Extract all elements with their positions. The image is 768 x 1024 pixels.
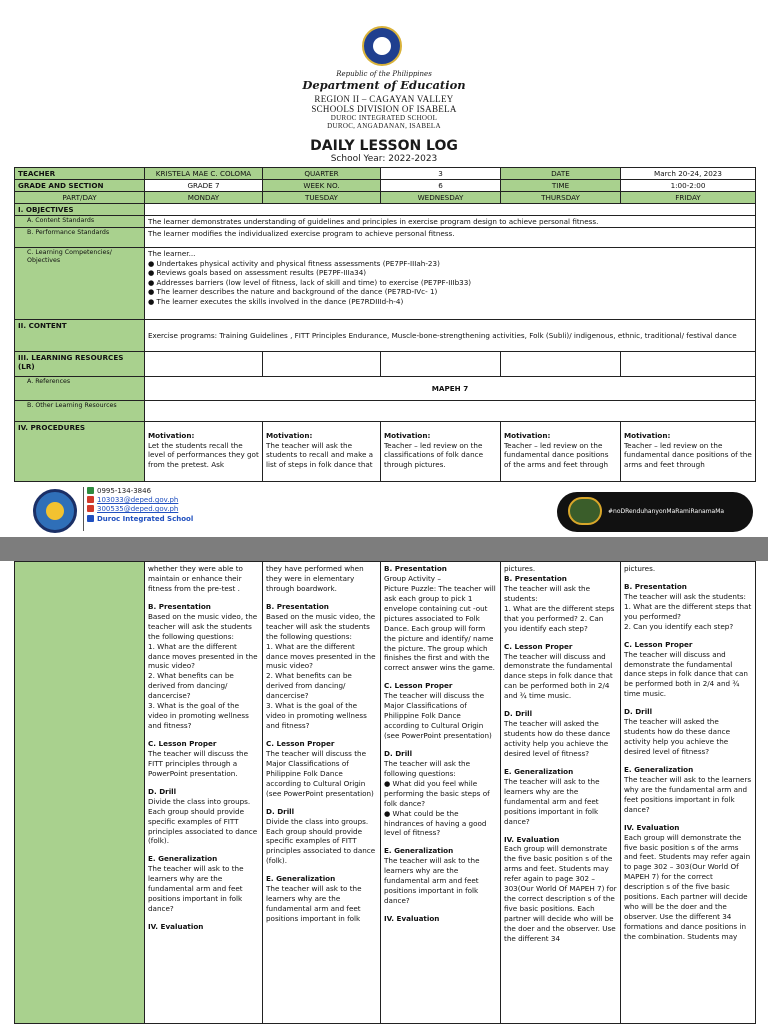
competency-item: ● Undertakes physical activity and physical fitness assessments (PE7PF-IIIah-23) <box>148 258 440 268</box>
resources-thursday <box>501 352 621 377</box>
section-text: Based on the music video, the teacher will ask the students the following questions: <box>148 611 258 641</box>
section-text: 1. What are the different steps that you performed? <box>624 601 752 621</box>
document-title: DAILY LESSON LOG <box>310 138 458 154</box>
section-heading: B. Presentation <box>384 564 447 573</box>
motivation-text: The teacher will ask the students to recall and make a list of steps in folk dance that <box>266 440 374 469</box>
performance-standards-label: B. Performance Standards <box>15 228 145 248</box>
section-text: The teacher will ask the students: <box>624 591 746 601</box>
week-label: WEEK NO. <box>263 180 381 192</box>
section-heading: B. Presentation <box>266 601 329 611</box>
section-heading: D. Drill <box>384 748 413 758</box>
competencies-label: C. Learning Competencies/ Objectives <box>15 248 145 320</box>
time-label: TIME <box>501 180 621 192</box>
section-text: Group Activity – <box>384 573 441 583</box>
procedures-label: IV. PROCEDURES <box>15 422 145 482</box>
section-text: ● What did you feel while performing the basic steps of folk dance? <box>384 778 490 808</box>
section-text: ● What could be the hindrances of having a good level of fitness? <box>384 808 487 838</box>
section-text: 3. What is the goal of the video in promoting wellness and fitness? <box>148 701 249 731</box>
other-resources-blank <box>145 401 756 422</box>
school-logo <box>33 489 77 533</box>
resources-friday <box>621 352 756 377</box>
section-heading: IV. Evaluation <box>504 834 560 844</box>
section-text: The teacher will ask to the learners why are the fundamental arm and feet positions important in folk dance? <box>504 776 600 826</box>
day-thursday: THURSDAY <box>501 192 621 204</box>
section-text: 3. What is the goal of the video in promoting wellness and fitness? <box>266 701 367 731</box>
section-heading: IV. Evaluation <box>624 822 680 832</box>
section-heading: D. Drill <box>266 806 295 816</box>
section-text: The teacher will ask to the learners why are the fundamental arm and feet positions important in folk dance? <box>384 856 480 906</box>
teacher-name: KRISTELA MAE C. COLOMA <box>145 168 263 180</box>
section-text: 1. What are the different dance moves presented in the music video? <box>148 641 258 671</box>
section-text: Based on the music video, the teacher will ask the students the following questions: <box>266 611 376 641</box>
mail-icon <box>87 496 94 503</box>
procedure-thursday <box>501 422 621 482</box>
section-heading: C. Lesson Proper <box>384 681 453 691</box>
spacer <box>624 757 752 765</box>
spacer <box>148 779 259 787</box>
mapeh-reference: MAPEH 7 <box>145 377 756 401</box>
spacer <box>624 632 752 640</box>
section-heading: C. Lesson Proper <box>624 639 693 649</box>
phone-icon <box>87 487 94 494</box>
motivation-heading: Motivation: <box>624 431 671 440</box>
section-heading: D. Drill <box>624 707 653 717</box>
competency-item: ● The learner executes the skills involved in the dance (PE7RDIIId-h-4) <box>148 296 404 306</box>
day-tuesday: TUESDAY <box>263 192 381 204</box>
spacer <box>504 701 617 709</box>
references-label: A. References <box>15 377 145 401</box>
procedure-tuesday <box>263 422 381 482</box>
section-heading: E. Generalization <box>266 874 336 884</box>
footer-divider <box>83 487 84 531</box>
spacer <box>504 759 617 767</box>
section-text: Divide the class into groups. Each group should provide specific examples of FITT principles associated to dance (folk). <box>148 796 258 846</box>
section-text: The teacher will discuss the FITT principles through a PowerPoint presentation. <box>148 748 249 778</box>
continuation-monday <box>145 562 263 1024</box>
section-heading: E. Generalization <box>384 846 454 856</box>
section-heading: B. Presentation <box>504 573 567 583</box>
continuation-tuesday <box>263 562 381 1024</box>
section-text: 2. What benefits can be derived from dancing/ dancercise? <box>266 671 352 701</box>
other-resources-label: B. Other Learning Resources <box>15 401 145 422</box>
section-text: The teacher will asked the students how do these dance activity help you achieve the desired level of fitness? <box>504 719 611 758</box>
content-standards-label: A. Content Standards <box>15 216 145 228</box>
section-text: 2. Can you identify each step? <box>624 621 734 631</box>
motivation-heading: Motivation: <box>266 431 313 440</box>
section-text: The teacher will ask to the learners why are the fundamental arm and feet positions important in folk <box>266 884 362 923</box>
section-heading: C. Lesson Proper <box>504 641 573 651</box>
spacer <box>624 815 752 823</box>
section-text: pictures. <box>624 564 656 573</box>
section-heading: C. Lesson Proper <box>266 739 335 748</box>
hashtag-text: #noDRenduhanyonMaRamiRanamaMa <box>608 508 725 515</box>
section-heading: IV. Evaluation <box>148 922 204 931</box>
procedure-monday <box>145 422 263 482</box>
section-heading: C. Lesson Proper <box>148 739 217 748</box>
motivation-text: Let the students recall the level of performances they got from the pretest. Ask <box>148 440 259 469</box>
section-text: The teacher will ask the following questions: <box>384 758 471 778</box>
date-label: DATE <box>501 168 621 180</box>
spacer <box>148 594 259 602</box>
objectives-label: I. OBJECTIVES <box>15 204 145 216</box>
motivation-heading: Motivation: <box>384 431 431 440</box>
quarter-value: 3 <box>381 168 501 180</box>
section-text: Divide the class into groups. Each group should provide specific examples of FITT principles associated to dance (folk). <box>266 816 376 866</box>
spacer <box>266 731 377 739</box>
section-text: The teacher will ask to the learners why are the fundamental arm and feet positions important in folk dance? <box>148 864 244 914</box>
address-line: DUROC, ANGADANAN, ISABELA <box>327 122 441 130</box>
section-text: Each group will demonstrate the five basic position s of the arms and feet. Students may refer again to page 302 – 303(Our World Of MAPEH 7) for the correct description s of the five basic positions. Each partner will decide who will be the doer and the observer. Use the different 34 formations and dance positions in the combination. Students may <box>624 832 751 941</box>
mail-icon <box>87 505 94 512</box>
spacer <box>148 846 259 854</box>
spacer <box>384 906 497 914</box>
section-text: The teacher will ask the students: <box>504 583 591 603</box>
resources-wednesday <box>381 352 501 377</box>
banner-image <box>568 497 602 525</box>
section-heading: E. Generalization <box>624 764 694 774</box>
section-text: 1. What are the different steps that you performed? 2. Can you identify each step? <box>504 603 615 633</box>
quarter-label: QUARTER <box>263 168 381 180</box>
school-line: DUROC INTEGRATED SCHOOL <box>330 114 438 122</box>
continuation-thursday <box>501 562 621 1024</box>
footer-phone: 0995-134-3846 <box>87 487 151 495</box>
spacer <box>148 914 259 922</box>
section-heading: D. Drill <box>148 786 177 796</box>
division-line: SCHOOLS DIVISION OF ISABELA <box>311 104 457 114</box>
section-heading: D. Drill <box>504 709 533 719</box>
section-text: 2. What benefits can be derived from dancing/ dancercise? <box>148 671 234 701</box>
footer-facebook[interactable]: Duroc Integrated School <box>87 515 193 523</box>
competencies-cell <box>145 248 756 320</box>
motivation-text: Teacher – led review on the fundamental dance positions of the arms and feet through <box>624 440 752 469</box>
spacer <box>384 838 497 846</box>
section-text: they have performed when they were in elementary through boardwork. <box>266 564 364 593</box>
deped-seal-logo <box>362 26 402 66</box>
section-text: The teacher will discuss and demonstrate the fundamental dance steps in folk dance that can be performed both in 2/4 and ¾ time music. <box>504 651 613 701</box>
motivation-heading: Motivation: <box>504 431 551 440</box>
date-value: March 20-24, 2023 <box>621 168 756 180</box>
section-heading: B. Presentation <box>624 581 687 591</box>
region-line: REGION II – CAGAYAN VALLEY <box>314 94 454 104</box>
motivation-heading: Motivation: <box>148 431 195 440</box>
continuation-friday <box>621 562 756 1024</box>
performance-standards-text: The learner modifies the individualized exercise program to achieve personal fitness. <box>145 228 756 248</box>
republic-line: Republic of the Philippines <box>336 70 432 78</box>
resources-tuesday <box>263 352 381 377</box>
content-standards-text: The learner demonstrates understanding of guidelines and principles in exercise program design to achieve personal fitness. <box>145 216 756 228</box>
competency-item: ● Addresses barriers (low level of fitness, lack of skill and time) to exercise (PE7PF-IIIb33) <box>148 277 472 287</box>
section-text: Picture Puzzle: The teacher will ask each group to pick 1 envelope containing cut -out pictures associated to Folk Dance. Each group will form the picture and identify/ name the picture. The group which finishes the first and with the correct answer wins the game. <box>384 583 496 673</box>
continuation-label-cell <box>15 562 145 1024</box>
section-text: The teacher will asked the students how do these dance activity help you achieve the desired level of fitness? <box>624 717 731 756</box>
continuation-table <box>14 561 756 1024</box>
footer-email-2[interactable]: 300535@deped.gov.ph <box>87 505 178 513</box>
spacer <box>504 827 617 835</box>
resources-monday <box>145 352 263 377</box>
procedure-wednesday <box>381 422 501 482</box>
section-text: The teacher will ask to the learners why are the fundamental arm and feet positions important in folk dance? <box>624 774 752 814</box>
objectives-blank <box>145 204 756 216</box>
competency-item: ● The learner describes the nature and background of the dance (PE7RD-IVc- 1) <box>148 287 438 296</box>
spacer <box>624 699 752 707</box>
section-text: The teacher will discuss the Major Classifications of Philippine Folk Dance according to Cultural Origin (see PowerPoint presentation) <box>266 748 374 798</box>
motivation-text: Teacher – led review on the fundamental dance positions of the arms and feet through <box>504 440 609 469</box>
footer-email-1[interactable]: 103033@deped.gov.ph <box>87 496 178 504</box>
procedure-friday <box>621 422 756 482</box>
department-name: Department of Education <box>302 78 466 92</box>
resources-label: III. LEARNING RESOURCES (LR) <box>15 352 145 377</box>
spacer <box>148 731 259 739</box>
content-label: II. CONTENT <box>15 320 145 352</box>
partday-label: PART/DAY <box>15 192 145 204</box>
spacer <box>624 574 752 582</box>
teacher-label: TEACHER <box>15 168 145 180</box>
time-value: 1:00-2:00 <box>621 180 756 192</box>
competency-item: ● Reviews goals based on assessment results (PE7PF-IIIa34) <box>148 268 367 277</box>
day-wednesday: WEDNESDAY <box>381 192 501 204</box>
section-heading: B. Presentation <box>148 601 211 611</box>
section-heading: IV. Evaluation <box>384 914 440 923</box>
section-heading: E. Generalization <box>148 854 218 864</box>
spacer <box>266 799 377 807</box>
section-heading: E. Generalization <box>504 766 574 776</box>
section-text: pictures. <box>504 564 536 573</box>
school-year: School Year: 2022-2023 <box>330 154 438 164</box>
spacer <box>504 634 617 642</box>
spacer <box>266 866 377 874</box>
section-text: 1. What are the different dance moves presented in the music video? <box>266 641 376 671</box>
grade-value: GRADE 7 <box>145 180 263 192</box>
day-friday: FRIDAY <box>621 192 756 204</box>
competencies-intro: The learner... <box>148 249 196 258</box>
lesson-log-table <box>14 167 756 482</box>
section-text: whether they were able to maintain or enhance their fitness from the pre-test . <box>148 564 243 593</box>
motivation-text: Teacher – led review on the classifications of folk dance through pictures. <box>384 440 484 469</box>
section-text: Each group will demonstrate the five basic position s of the arms and feet. Students may refer again to page 302 – 303(Our World Of MAPEH 7) for the correct description s of the five basic positions. Each partner will decide who will be the doer and the observer. Use the different 34 <box>504 844 617 943</box>
grade-label: GRADE AND SECTION <box>15 180 145 192</box>
spacer <box>384 673 497 681</box>
section-text: The teacher will discuss and demonstrate the fundamental dance steps in folk dance that can be performed both in 2/4 and ¾ time music. <box>624 649 748 699</box>
day-monday: MONDAY <box>145 192 263 204</box>
facebook-icon <box>87 515 94 522</box>
section-text: The teacher will discuss the Major Classifications of Philippine Folk Dance according to Cultural Origin (see PowerPoint presentation) <box>384 691 492 740</box>
spacer <box>266 594 377 602</box>
content-text: Exercise programs: Training Guidelines , FITT Principles Endurance, Muscle-bone-strengthening activities, Folk (Subli)/ indigenous, ethnic, traditional/ festival dance <box>145 320 756 352</box>
spacer <box>384 741 497 749</box>
continuation-wednesday <box>381 562 501 1024</box>
week-value: 6 <box>381 180 501 192</box>
